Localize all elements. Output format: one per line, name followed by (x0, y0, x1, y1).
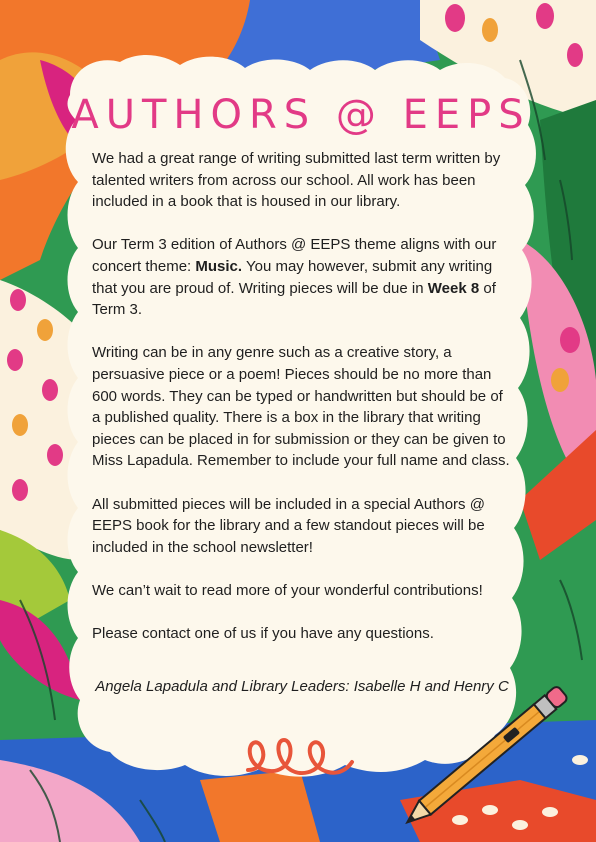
paragraph-closing: We can’t wait to read more of your wonderful contributions! (92, 581, 483, 599)
theme-text-a: Our Term 3 edition of Authors @ EEPS theme aligns with our concert theme: (92, 236, 497, 275)
pencil-icon (390, 668, 590, 838)
theme-text-e: of Term 3. (92, 279, 496, 319)
swirl-icon (240, 728, 360, 788)
body-text (92, 148, 512, 645)
paragraph-book: All submitted pieces will be included in a special Authors @ EEPS book for the library and a few standout pieces will be included in the school newsletter! (92, 495, 485, 556)
theme-text-c: You may however, submit any writing that you are proud of. Writing pieces will be due in (92, 257, 493, 297)
page-title: AUTHORS @ EEPS (71, 92, 531, 138)
theme-music: Music. (195, 257, 243, 275)
paragraph-contact: Please contact one of us if you have any questions. (92, 625, 434, 643)
paragraph-theme (92, 234, 512, 320)
signature: Angela Lapadula and Library Leaders: Isabelle H and Henry C (95, 678, 509, 695)
paragraph-guidelines: Writing can be in any genre such as a creative story, a persuasive piece or a poem! Pieces should be no more than 600 words. They can be typed or handwritten but should be of a published quality. There is a box in the library that writing pieces can be placed in for submission or they can be given to Miss Lapadula. Remember to include your full name and class. (92, 344, 510, 470)
paragraph-intro: We had a great range of writing submitted last term written by talented writers from across our school. All work has been included in a book that is housed in our library. (92, 150, 501, 211)
due-week: Week 8 (427, 279, 480, 297)
